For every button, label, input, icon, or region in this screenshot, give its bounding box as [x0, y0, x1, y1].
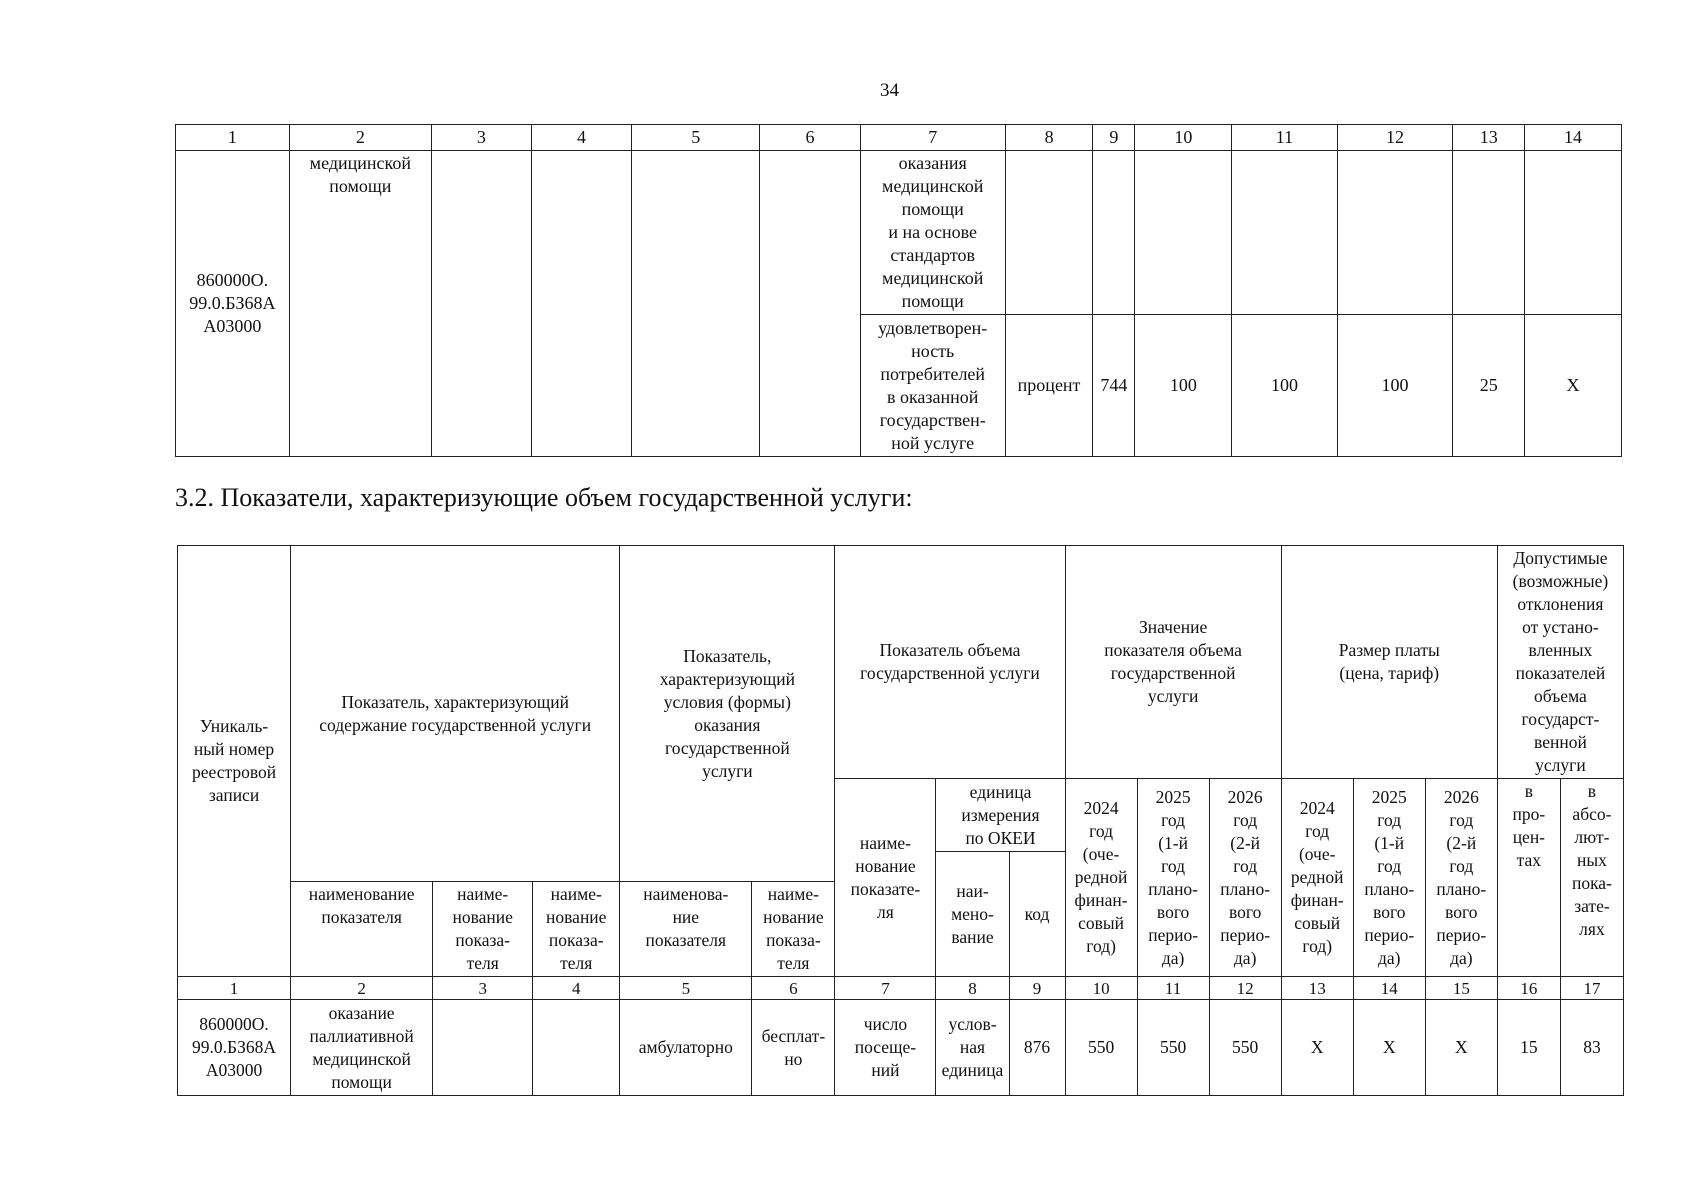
- empty-cell: [433, 1000, 533, 1096]
- column-number: 4: [531, 125, 631, 151]
- empty-cell: [1453, 151, 1525, 315]
- column-number: 3: [433, 977, 533, 1000]
- page-number: 34: [880, 80, 899, 101]
- column-number: 14: [1353, 977, 1425, 1000]
- column-number: 10: [1065, 977, 1137, 1000]
- column-number: 2: [289, 125, 431, 151]
- volume-indicator-name: число посеще- ний: [835, 1000, 936, 1096]
- header-unit-name: наи- мено- вание: [936, 852, 1009, 977]
- deviation-absolute: 83: [1560, 1000, 1623, 1096]
- header-conditions-group: Показатель, характеризующий условия (формы) оказания государственной услуги: [620, 546, 835, 882]
- deviation-percent: 25: [1453, 315, 1525, 457]
- column-number: 2: [291, 977, 433, 1000]
- section-heading: 3.2. Показатели, характеризующие объем государственной услуги:: [175, 483, 913, 512]
- value-2025: 550: [1137, 1000, 1209, 1096]
- value-2026: 550: [1209, 1000, 1281, 1096]
- header-volume-indicator-name: наиме- нование показате- ля: [835, 779, 936, 977]
- header-condition-indicator-6: наиме- нование показа- теля: [752, 882, 835, 977]
- quality-indicator-name: удовлетворен- ность потребителей в оказанной государствен- ной услуге: [860, 315, 1005, 457]
- column-number: 14: [1525, 125, 1622, 151]
- fee-2025: Х: [1353, 1000, 1425, 1096]
- condition-indicator: амбулаторно: [620, 1000, 752, 1096]
- empty-cell: [760, 151, 860, 457]
- column-number: 13: [1281, 977, 1353, 1000]
- empty-cell: [531, 151, 631, 457]
- empty-cell: [1525, 151, 1622, 315]
- unit-name: услов- ная единица: [936, 1000, 1009, 1096]
- header-content-indicator-2: наименование показателя: [291, 882, 433, 977]
- deviation-percent: 15: [1497, 1000, 1560, 1096]
- column-number-row: [178, 977, 1624, 1000]
- header-content-indicator-3: наиме- нование показа- теля: [433, 882, 533, 977]
- quality-indicator-name: оказания медицинской помощи и на основе стандартов медицинской помощи: [860, 151, 1005, 315]
- column-number: 6: [752, 977, 835, 1000]
- unit-name: процент: [1005, 315, 1092, 457]
- column-number: 3: [431, 125, 531, 151]
- column-number: 11: [1137, 977, 1209, 1000]
- header-content-indicator-4: наиме- нование показа- теля: [533, 882, 620, 977]
- unit-code: 876: [1009, 1000, 1065, 1096]
- column-number: 13: [1453, 125, 1525, 151]
- header-content-group: Показатель, характеризующий содержание государственной услуги: [291, 546, 620, 882]
- column-number: 9: [1093, 125, 1135, 151]
- payment-indicator: бесплат- но: [752, 1000, 835, 1096]
- fee-2026: Х: [1425, 1000, 1497, 1096]
- quality-indicators-table: [175, 124, 1622, 457]
- registry-number: 860000О. 99.0.БЗ68А А03000: [176, 151, 290, 457]
- header-fee-group: Размер платы (цена, тариф): [1281, 546, 1497, 779]
- value-2025: 100: [1232, 315, 1337, 457]
- header-value-2026: 2026 год (2-й год плано- вого перио- да): [1209, 779, 1281, 977]
- value-2026: 100: [1337, 315, 1453, 457]
- header-value-group: Значение показателя объема государственной услуги: [1065, 546, 1281, 779]
- header-value-2024: 2024 год (оче- редной финан- совый год): [1065, 779, 1137, 977]
- content-indicator-name: медицинской помощи: [289, 151, 431, 457]
- empty-cell: [1337, 151, 1453, 315]
- column-number: 17: [1560, 977, 1623, 1000]
- column-number: 1: [178, 977, 291, 1000]
- column-number: 7: [835, 977, 936, 1000]
- volume-indicators-table: [177, 545, 1624, 1096]
- content-indicator: оказание паллиативной медицинской помощи: [291, 1000, 433, 1096]
- column-number: 9: [1009, 977, 1065, 1000]
- header-fee-2025: 2025 год (1-й год плано- вого перио- да): [1353, 779, 1425, 977]
- header-unit-group: единица измерения по ОКЕИ: [936, 779, 1065, 852]
- header-row: [178, 546, 1624, 779]
- header-value-2025: 2025 год (1-й год плано- вого перио- да): [1137, 779, 1209, 977]
- table-row: [176, 151, 1622, 315]
- header-fee-2026: 2026 год (2-й год плано- вого перио- да): [1425, 779, 1497, 977]
- column-number: 12: [1337, 125, 1453, 151]
- column-number: 1: [176, 125, 290, 151]
- column-number: 5: [632, 125, 760, 151]
- column-number: 15: [1425, 977, 1497, 1000]
- table-row: [178, 1000, 1624, 1096]
- header-volume-group: Показатель объема государственной услуги: [835, 546, 1065, 779]
- header-condition-indicator-5: наименова- ние показателя: [620, 882, 752, 977]
- column-number: 5: [620, 977, 752, 1000]
- column-number: 12: [1209, 977, 1281, 1000]
- column-number: 16: [1497, 977, 1560, 1000]
- unit-code: 744: [1093, 315, 1135, 457]
- column-number: 8: [1005, 125, 1092, 151]
- empty-cell: [1093, 151, 1135, 315]
- column-number: 6: [760, 125, 860, 151]
- empty-cell: [431, 151, 531, 457]
- empty-cell: [1135, 151, 1232, 315]
- header-fee-2024: 2024 год (оче- редной финан- совый год): [1281, 779, 1353, 977]
- header-unit-code: код: [1009, 852, 1065, 977]
- column-number: 8: [936, 977, 1009, 1000]
- deviation-absolute: Х: [1525, 315, 1622, 457]
- value-2024: 550: [1065, 1000, 1137, 1096]
- empty-cell: [533, 1000, 620, 1096]
- header-deviation-percent: в про- цен- тах: [1497, 779, 1560, 977]
- header-registry-number: Уникаль- ный номер реестровой записи: [178, 546, 291, 977]
- empty-cell: [1232, 151, 1337, 315]
- column-number: 7: [860, 125, 1005, 151]
- column-number-row: [176, 125, 1622, 151]
- fee-2024: Х: [1281, 1000, 1353, 1096]
- empty-cell: [1005, 151, 1092, 315]
- column-number: 4: [533, 977, 620, 1000]
- registry-number: 860000О. 99.0.БЗ68А А03000: [178, 1000, 291, 1096]
- column-number: 10: [1135, 125, 1232, 151]
- header-deviation-group: Допустимые (возможные) отклонения от устано- вленных показателей объема государст- венной услуги: [1497, 546, 1623, 779]
- empty-cell: [632, 151, 760, 457]
- header-deviation-absolute: в абсо- лют- ных пока- зате- лях: [1560, 779, 1623, 977]
- value-2024: 100: [1135, 315, 1232, 457]
- column-number: 11: [1232, 125, 1337, 151]
